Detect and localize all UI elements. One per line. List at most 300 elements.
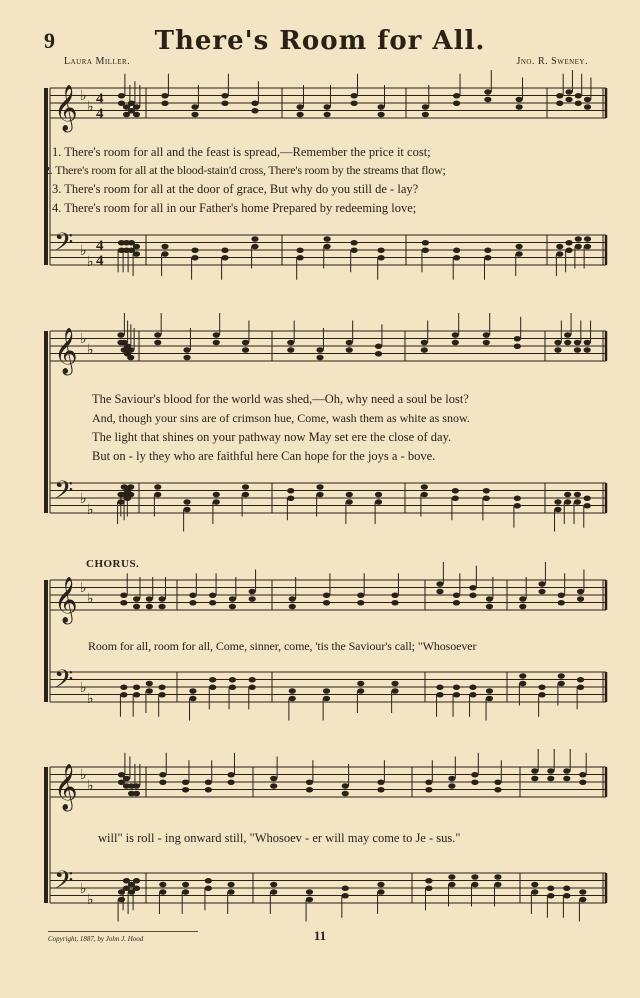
note-head [453,592,460,598]
note-head [297,112,304,118]
note-head [453,255,460,261]
note-head [323,696,330,702]
note-head [209,677,216,683]
note-head [159,882,166,888]
note-head [251,108,258,114]
note-head [421,340,428,346]
note-head [421,484,428,490]
note-head [287,340,294,346]
note-head [538,692,545,698]
verse-line-7: The light that shines on your pathway now May set ere the close of day. [92,430,452,444]
note-head [209,600,216,606]
note-head [471,772,478,778]
note-head [346,499,353,505]
note-head [469,592,476,598]
chorus-line-1: Room for all, room for all, Come, sinner, come, 'tis the Saviour's call; "Whosoever [88,639,477,653]
note-head [565,247,572,253]
note-head [189,688,196,694]
note-head [422,112,429,118]
time-signature: 4 [96,238,104,254]
note-head [127,347,134,353]
note-head [154,484,161,490]
note-head [183,507,190,513]
treble-clef: 𝄞 [54,577,78,623]
note-head [357,600,364,606]
note-head [556,244,563,250]
note-head [159,779,166,785]
note-head [306,779,313,785]
note-head [565,97,572,103]
note-head [453,247,460,253]
note-head [229,684,236,690]
flat-sign: ♭ [80,244,87,259]
copyright-notice: Copyright, 1887, by John J. Hood [48,935,144,943]
note-head [146,596,153,602]
note-head [584,244,591,250]
note-head [127,492,134,498]
note-head [483,332,490,338]
note-head [213,499,220,505]
note-head [323,592,330,598]
note-head [161,251,168,257]
note-head [213,340,220,346]
verse-line-5: The Saviour's blood for the world was shed,—Oh, why need a soul be lost? [92,392,469,406]
note-head [133,112,140,118]
note-head [483,340,490,346]
note-head [205,878,212,884]
note-head [242,347,249,353]
note-head [316,492,323,498]
composer: Jno. R. Sweney. [516,56,588,67]
note-head [514,503,521,509]
note-head [421,492,428,498]
note-head [146,604,153,610]
note-head [221,255,228,261]
note-head [436,692,443,698]
note-head [342,893,349,899]
note-head [391,688,398,694]
note-head [565,89,572,95]
note-head [558,592,565,598]
note-head [531,776,538,782]
note-head [577,677,584,683]
note-head [436,589,443,595]
note-head [183,499,190,505]
note-head [306,889,313,895]
note-head [494,779,501,785]
bass-clef: 𝄢 [54,665,74,700]
note-head [146,681,153,687]
note-head [452,495,459,501]
note-head [287,488,294,494]
note-head [191,112,198,118]
note-head [375,499,382,505]
note-head [297,247,304,253]
note-head [579,889,586,895]
note-head [287,495,294,501]
note-head [357,681,364,687]
treble-clef: 𝄞 [54,85,78,131]
note-head [448,776,455,782]
note-head [425,878,432,884]
note-head [575,93,582,99]
note-head [436,684,443,690]
flat-sign: ♭ [80,882,87,897]
note-head [154,332,161,338]
note-head [351,240,358,246]
note-head [316,484,323,490]
flat-sign: ♭ [87,592,94,607]
note-head [213,332,220,338]
note-head [133,684,140,690]
note-head [556,251,563,257]
verse-line-8: But on - ly they who are faithful here Can hope for the joys a - bove. [92,449,436,463]
note-head [565,240,572,246]
note-head [519,681,526,687]
note-head [486,604,493,610]
note-head [584,495,591,501]
lyricist: Laura Miller. [64,56,131,67]
flat-sign: ♭ [80,89,87,104]
note-head [118,93,125,99]
note-head [191,255,198,261]
flat-sign: ♭ [80,332,87,347]
note-head [161,244,168,250]
note-head [448,882,455,888]
note-head [469,585,476,591]
note-head [205,885,212,891]
note-head [242,492,249,498]
note-head [289,596,296,602]
note-head [556,93,563,99]
note-head [554,340,561,346]
note-head [471,874,478,880]
note-head [133,604,140,610]
note-head [486,596,493,602]
flat-sign: ♭ [80,681,87,696]
note-head [453,600,460,606]
note-head [189,600,196,606]
note-head [579,779,586,785]
note-head [183,347,190,353]
note-head [127,484,134,490]
verse-line-2: 2. There's room for all at the blood-stain'd cross, There's room by the streams that flow; [44,163,446,177]
flat-sign: ♭ [87,692,94,707]
note-head [251,244,258,250]
note-head [133,692,140,698]
note-head [547,885,554,891]
note-head [249,677,256,683]
note-head [516,244,523,250]
note-head [133,878,140,884]
note-head [377,889,384,895]
note-head [133,244,140,250]
note-head [531,889,538,895]
flat-sign: ♭ [80,492,87,507]
note-head [377,882,384,888]
note-head [425,885,432,891]
note-head [516,251,523,257]
flat-sign: ♭ [87,100,94,115]
note-head [421,347,428,353]
note-head [289,696,296,702]
flat-sign: ♭ [87,255,94,270]
time-signature: 4 [96,91,104,107]
note-head [346,340,353,346]
note-head [554,347,561,353]
note-head [452,340,459,346]
note-head [229,677,236,683]
note-head [227,779,234,785]
note-head [227,889,234,895]
note-head [484,97,491,103]
hymn-title: There's Room for All. [154,26,486,56]
note-head [391,600,398,606]
bass-clef: 𝄢 [54,866,74,901]
note-head [577,589,584,595]
note-head [127,355,134,361]
note-head [306,787,313,793]
note-head [575,100,582,106]
note-head [324,244,331,250]
verse-line-4: 4. There's room for all in our Father's home Prepared by redeeming love; [52,201,417,215]
note-head [183,355,190,361]
note-head [452,488,459,494]
note-head [538,589,545,595]
note-head [564,340,571,346]
note-head [133,791,140,797]
chorus-line-2: will" is roll - ing onward still, "Whosoev - er will may come to Je - sus." [98,831,461,845]
note-head [563,885,570,891]
note-head [120,692,127,698]
note-head [422,104,429,110]
flat-sign: ♭ [87,893,94,908]
note-head [154,340,161,346]
note-head [564,332,571,338]
flat-sign: ♭ [80,768,87,783]
time-signature: 4 [96,253,104,269]
note-head [425,779,432,785]
note-head [351,100,358,106]
note-head [289,688,296,694]
note-head [117,332,124,338]
bass-clef: 𝄢 [54,476,74,511]
note-head [486,696,493,702]
note-head [556,100,563,106]
treble-clef: 𝄞 [54,328,78,374]
note-head [287,347,294,353]
note-head [538,581,545,587]
note-head [469,692,476,698]
note-head [205,779,212,785]
note-head [579,897,586,903]
note-head [554,507,561,513]
note-head [484,89,491,95]
note-head [182,882,189,888]
note-head [351,247,358,253]
note-head [251,236,258,242]
note-head [182,787,189,793]
note-head [375,343,382,349]
note-head [342,783,349,789]
note-head [323,688,330,694]
note-head [575,236,582,242]
note-head [324,104,331,110]
note-head [453,684,460,690]
note-head [297,104,304,110]
verse-line-1: 1. There's room for all and the feast is spread,—Remember the price it cost; [52,145,431,159]
note-head [159,772,166,778]
note-head [471,779,478,785]
note-head [577,596,584,602]
note-head [483,495,490,501]
note-head [378,112,385,118]
note-head [574,347,581,353]
note-head [425,787,432,793]
note-head [378,104,385,110]
note-head [133,783,140,789]
hymn-number: 9 [44,28,55,53]
note-head [316,347,323,353]
note-head [547,776,554,782]
note-head [306,897,313,903]
note-head [486,688,493,694]
note-head [158,692,165,698]
note-head [391,681,398,687]
note-head [547,768,554,774]
note-head [242,340,249,346]
note-head [221,100,228,106]
flat-sign: ♭ [87,779,94,794]
note-head [554,499,561,505]
note-head [564,499,571,505]
note-head [189,592,196,598]
note-head [118,897,125,903]
verse-line-3: 3. There's room for all at the door of grace, But why do you still de - lay? [52,182,419,196]
note-head [453,93,460,99]
note-head [563,768,570,774]
note-head [229,596,236,602]
note-head [324,236,331,242]
note-head [316,355,323,361]
note-head [133,885,140,891]
note-head [452,332,459,338]
note-head [558,600,565,606]
note-head [519,673,526,679]
note-head [191,104,198,110]
note-head [133,104,140,110]
note-head [213,492,220,498]
note-head [377,779,384,785]
note-head [519,596,526,602]
note-head [538,684,545,690]
note-head [158,684,165,690]
note-head [471,882,478,888]
note-head [469,684,476,690]
note-head [531,768,538,774]
note-head [182,779,189,785]
note-head [270,783,277,789]
note-head [342,791,349,797]
note-head [297,255,304,261]
note-head [120,684,127,690]
note-head [221,93,228,99]
note-head [514,343,521,349]
note-head [516,104,523,110]
note-head [531,882,538,888]
note-head [209,684,216,690]
note-head [346,347,353,353]
note-head [377,787,384,793]
note-head [378,247,385,253]
note-head [448,783,455,789]
note-head [324,112,331,118]
note-head [558,681,565,687]
note-head [227,772,234,778]
note-head [249,596,256,602]
note-head [391,592,398,598]
note-head [229,604,236,610]
note-head [209,592,216,598]
note-head [120,592,127,598]
flat-sign: ♭ [87,343,94,358]
note-head [375,351,382,357]
flat-sign: ♭ [80,581,87,596]
note-head [159,889,166,895]
note-head [494,874,501,880]
note-head [161,93,168,99]
note-head [158,604,165,610]
note-head [357,592,364,598]
note-head [483,488,490,494]
note-head [584,503,591,509]
bass-clef: 𝄢 [54,228,74,263]
note-head [558,673,565,679]
note-head [342,885,349,891]
note-head [563,776,570,782]
note-head [146,688,153,694]
note-head [577,684,584,690]
note-head [249,589,256,595]
note-head [422,240,429,246]
note-head [516,97,523,103]
note-head [357,688,364,694]
note-head [133,251,140,257]
note-head [422,247,429,253]
note-head [205,787,212,793]
page-number: 11 [313,928,327,943]
note-head [378,255,385,261]
note-head [494,882,501,888]
time-signature: 4 [96,106,104,122]
note-head [436,581,443,587]
note-head [123,776,130,782]
note-head [189,696,196,702]
note-head [249,684,256,690]
note-head [494,787,501,793]
note-head [448,874,455,880]
note-head [221,247,228,253]
note-head [270,889,277,895]
note-head [154,492,161,498]
note-head [270,882,277,888]
note-head [519,604,526,610]
note-head [453,100,460,106]
note-head [579,772,586,778]
note-head [346,492,353,498]
note-head [133,596,140,602]
note-head [547,893,554,899]
